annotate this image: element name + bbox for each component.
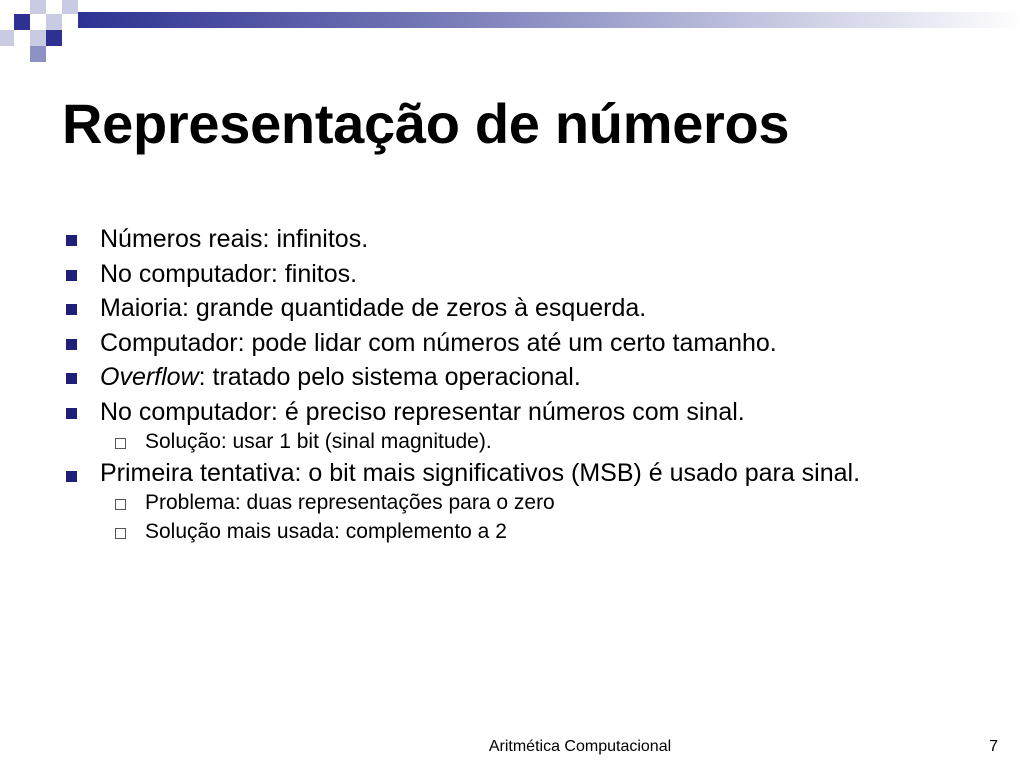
bullet-item xyxy=(62,397,962,427)
square-bullet-icon xyxy=(66,304,77,315)
bullet-item xyxy=(62,224,962,254)
square-bullet-icon xyxy=(66,270,77,281)
bullet-text: No computador: é preciso representar números com sinal. xyxy=(100,397,745,426)
sub-bullet-item xyxy=(62,519,962,544)
sub-bullet-item xyxy=(62,429,962,454)
footer-title: Aritmética Computacional xyxy=(488,738,672,755)
hollow-square-bullet-icon xyxy=(115,528,126,539)
square-bullet-icon xyxy=(66,471,77,482)
bullet-item xyxy=(62,362,962,392)
square-bullet-icon xyxy=(66,339,77,350)
bullet-text: No computador: finitos. xyxy=(100,259,358,288)
decor-square xyxy=(30,0,46,14)
slide-content xyxy=(62,224,962,550)
bullet-text: Computador: pode lidar com números até um certo tamanho. xyxy=(100,328,777,357)
sub-bullet-text: Problema: duas representações para o zero xyxy=(145,490,555,514)
decor-square xyxy=(30,46,46,62)
bullet-text: Maioria: grande quantidade de zeros à esquerda. xyxy=(100,294,647,322)
bullet-text: Primeira tentativa: o bit mais significativos (MSB) é usado para sinal. xyxy=(100,459,861,487)
bullet-item xyxy=(62,328,962,358)
bullet-item xyxy=(62,259,962,289)
page-number: 7 xyxy=(989,738,998,755)
sub-bullet-item xyxy=(62,490,962,515)
bullet-text: : tratado pelo sistema operacional. xyxy=(198,363,581,391)
square-bullet-icon xyxy=(66,373,77,384)
bullet-text: Números reais: infinitos. xyxy=(100,225,369,253)
square-bullet-icon xyxy=(66,235,77,246)
square-bullet-icon xyxy=(66,408,77,419)
bullet-item xyxy=(62,293,962,323)
header-decoration xyxy=(0,0,1024,64)
sub-bullet-text: Solução mais usada: complemento a 2 xyxy=(145,519,507,543)
decor-square xyxy=(62,0,78,14)
decor-square xyxy=(46,14,62,30)
sub-bullet-text: Solução: usar 1 bit (sinal magnitude). xyxy=(145,430,492,453)
slide-title: Representação de números xyxy=(62,92,790,155)
header-gradient-bar xyxy=(78,12,1024,28)
hollow-square-bullet-icon xyxy=(115,499,126,510)
bullet-emphasis: Overflow xyxy=(100,363,199,391)
hollow-square-bullet-icon xyxy=(115,438,126,449)
bullet-item xyxy=(62,460,962,487)
decor-square xyxy=(0,30,14,46)
decor-square xyxy=(14,14,30,30)
decor-square xyxy=(30,30,46,46)
decor-square xyxy=(46,30,62,46)
